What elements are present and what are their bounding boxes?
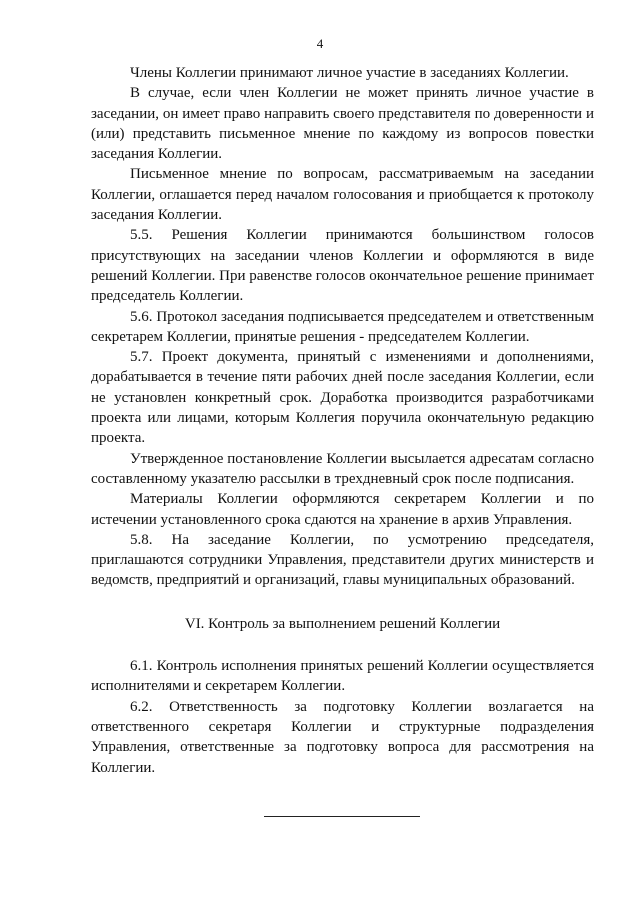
paragraph: Письменное мнение по вопросам, рассматриваемым на заседании Коллегии, оглашается перед началом голосования и приобщается к протоколу заседания Коллегии. — [91, 166, 594, 224]
paragraph-5-8: 5.8. На заседание Коллегии, по усмотрению председателя, приглашаются сотрудники Управления, представители других министерств и ведомств, предприятий и организаций, главы муниципальных образований. — [91, 531, 594, 589]
paragraph-5-6: 5.6. Протокол заседания подписывается председателем и ответственным секретарем Коллегии, принятые решения - председателем Коллегии. — [91, 308, 594, 345]
paragraph-6-1: 6.1. Контроль исполнения принятых решений Коллегии осуществляется исполнителями и секретарем Коллегии. — [91, 658, 594, 695]
paragraph-5-7: 5.7. Проект документа, принятый с изменениями и дополнениями, дорабатывается в течение пяти рабочих дней после заседания Коллегии, если не установлен конкретный срок. Доработка производится разработчиками проекта или лицами, которым Коллегия поручила окончательную редакцию проекта. — [91, 349, 594, 447]
paragraph-6-2: 6.2. Ответственность за подготовку Коллегии возлагается на ответственного секретаря Коллегии и структурные подразделения Управления, ответственные за подготовку вопроса для рассмотрения на Коллегии. — [91, 698, 594, 776]
paragraph: В случае, если член Коллегии не может принять личное участие в заседании, он имеет право направить своего представителя по доверенности и (или) представить письменное мнение по каждому из вопросов повестки заседания Коллегии. — [91, 85, 594, 163]
paragraph: Члены Коллегии принимают личное участие в заседаниях Коллегии. — [130, 65, 569, 81]
section-heading: VI. Контроль за выполнением решений Коллегии — [184, 615, 501, 632]
page-number: 4 — [316, 36, 324, 51]
document-body — [91, 63, 594, 778]
paragraph-5-5: 5.5. Решения Коллегии принимаются большинством голосов присутствующих на заседании членов Коллегии и оформляются в виде решений Коллегии. При равенстве голосов окончательное решение принимает председатель Коллегии. — [91, 227, 594, 305]
end-rule — [264, 816, 420, 817]
paragraph: Утвержденное постановление Коллегии высылается адресатам согласно составленному указателю рассылки в трехдневный срок после подписания. — [91, 450, 594, 487]
paragraph: Материалы Коллегии оформляются секретарем Коллегии и по истечении установленного срока сдаются на хранение в архив Управления. — [91, 491, 594, 528]
